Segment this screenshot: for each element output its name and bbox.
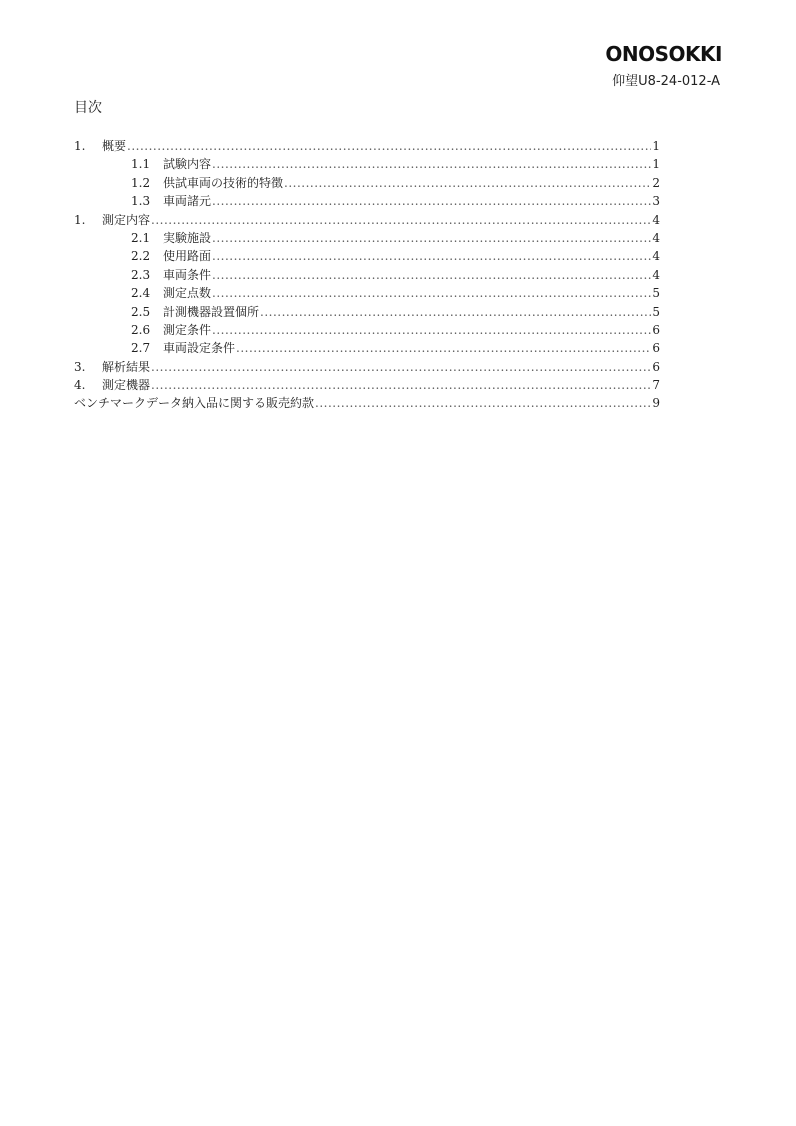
toc-dot-leader xyxy=(212,268,651,282)
toc-entry[interactable] xyxy=(74,247,660,265)
toc-entry[interactable] xyxy=(74,229,660,247)
toc-entry-page: 6 xyxy=(652,341,660,356)
toc-entry-number: 1. xyxy=(74,139,86,153)
toc-entry[interactable] xyxy=(74,266,660,284)
toc-entry[interactable] xyxy=(74,339,660,357)
toc-dot-leader xyxy=(212,157,651,171)
toc-entry-label: 概要 xyxy=(102,139,127,153)
toc-dot-leader xyxy=(212,323,651,337)
toc-dot-leader xyxy=(284,176,651,190)
toc-entry-number: 4. xyxy=(74,378,86,393)
toc-entry-label: 使用路面 xyxy=(163,249,212,264)
toc-entry-label: 解析結果 xyxy=(102,359,151,374)
toc-entry[interactable] xyxy=(74,155,660,173)
toc-entry-page: 9 xyxy=(652,396,660,411)
toc-entry-page: 4 xyxy=(652,267,660,282)
toc-dot-leader xyxy=(315,396,651,410)
toc-title: 目次 xyxy=(74,100,102,116)
toc-entry-page: 4 xyxy=(652,212,660,227)
toc-entry-label: 実験施設 xyxy=(163,230,212,245)
toc-dot-leader xyxy=(236,341,651,355)
toc-entry-label: 測定機器 xyxy=(102,378,151,393)
company-logo-text: ONOSOKKI xyxy=(605,42,722,66)
toc-entry[interactable] xyxy=(74,376,660,394)
toc-entry-page: 6 xyxy=(652,322,660,337)
toc-entry[interactable] xyxy=(74,358,660,376)
toc-entry-label: 車両設定条件 xyxy=(163,341,236,356)
toc-entry-page: 1 xyxy=(652,139,660,153)
toc-dot-leader xyxy=(151,213,651,227)
toc-entry-number: 1. xyxy=(74,212,86,227)
toc-entry[interactable] xyxy=(74,394,660,412)
toc-entry[interactable] xyxy=(74,174,660,192)
toc-entry[interactable] xyxy=(74,303,660,321)
toc-dot-leader xyxy=(212,231,651,245)
toc-entry-number: 2.7 xyxy=(131,341,151,356)
toc-entry-number: 2.6 xyxy=(131,322,151,337)
toc-entry[interactable] xyxy=(74,211,660,229)
toc-entry-number: 1.2 xyxy=(131,175,151,190)
toc-entry-page: 3 xyxy=(652,194,660,209)
toc-entry-page: 7 xyxy=(652,378,660,393)
toc-entry[interactable] xyxy=(74,137,660,155)
toc-entry-page: 5 xyxy=(652,286,660,301)
toc-dot-leader xyxy=(212,194,651,208)
toc-entry-number: 2.3 xyxy=(131,267,151,282)
toc-entry-number: 2.5 xyxy=(131,304,151,319)
toc-entry-page: 6 xyxy=(652,359,660,374)
table-of-contents xyxy=(74,137,660,413)
toc-entry-page: 4 xyxy=(652,230,660,245)
toc-dot-leader xyxy=(151,378,651,392)
document-id: 仰望U8-24-012-A xyxy=(612,74,720,89)
toc-entry-number: 2.4 xyxy=(131,286,151,301)
toc-entry-label: 測定点数 xyxy=(163,286,212,301)
toc-entry-page: 2 xyxy=(652,175,660,190)
toc-entry-label: 車両条件 xyxy=(163,267,212,282)
toc-dot-leader xyxy=(212,249,651,263)
toc-entry-label: 車両諸元 xyxy=(163,194,212,209)
toc-dot-leader xyxy=(212,286,651,300)
toc-entry-number: 2.2 xyxy=(131,249,151,264)
toc-entry-page: 4 xyxy=(652,249,660,264)
company-logo xyxy=(605,42,722,66)
toc-entry-label: ベンチマークデータ納入品に関する販売約款 xyxy=(74,396,315,411)
toc-entry-label: 試験内容 xyxy=(163,157,212,172)
toc-entry-label: 測定内容 xyxy=(102,212,151,227)
toc-entry-page: 5 xyxy=(652,304,660,319)
toc-entry-number: 2.1 xyxy=(131,230,151,245)
toc-entry-label: 供試車両の技術的特徴 xyxy=(163,175,284,190)
toc-dot-leader xyxy=(151,360,651,374)
toc-entry-number: 1.3 xyxy=(131,194,151,209)
toc-entry[interactable] xyxy=(74,321,660,339)
toc-dot-leader xyxy=(260,305,651,319)
toc-entry-page: 1 xyxy=(652,157,660,172)
toc-entry-label: 計測機器設置個所 xyxy=(163,304,260,319)
toc-dot-leader xyxy=(127,139,651,153)
toc-entry[interactable] xyxy=(74,192,660,210)
toc-entry[interactable] xyxy=(74,284,660,302)
toc-entry-number: 1.1 xyxy=(131,157,151,172)
toc-entry-number: 3. xyxy=(74,359,86,374)
toc-entry-label: 測定条件 xyxy=(163,322,212,337)
